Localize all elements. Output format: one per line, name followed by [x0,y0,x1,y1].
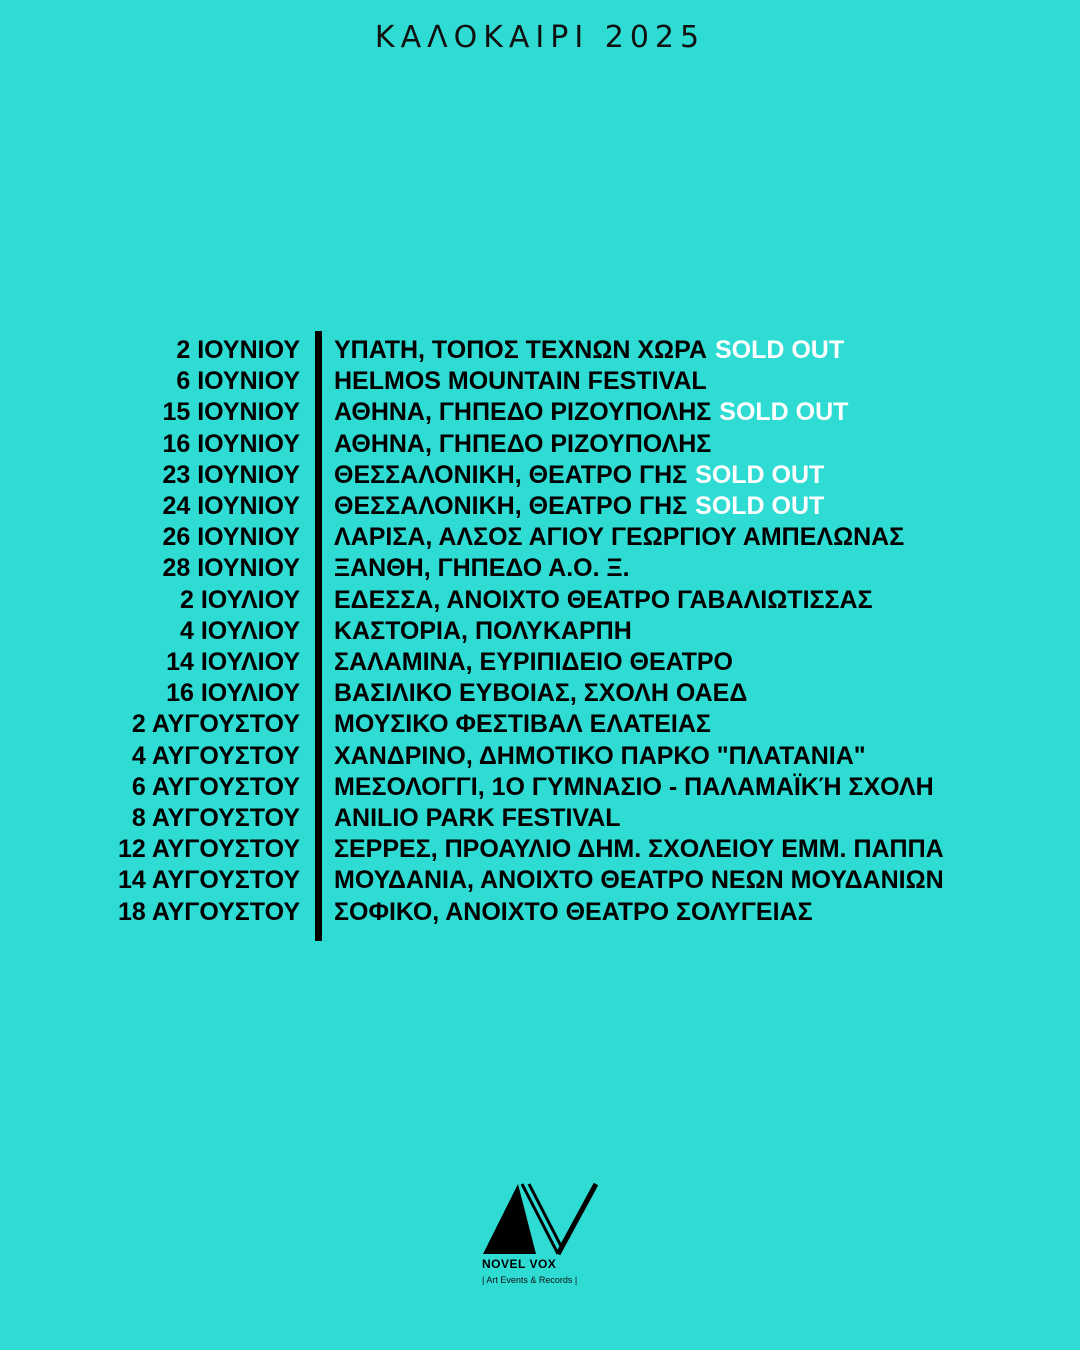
event-venue [334,741,866,772]
event-date: 26 ΙΟΥΝΙΟΥ [162,523,300,552]
sold-out-badge: SOLD OUT [695,492,825,520]
event-venue [334,616,632,647]
event-venue [334,709,711,740]
event-date: 16 ΙΟΥΝΙΟΥ [162,429,300,458]
event-venue-name: ΞΑΝΘΗ, ΓΗΠΕΔΟ Α.Ο. Ξ. [334,554,630,583]
event-venue-name: ΑΘΗΝΑ, ΓΗΠΕΔΟ ΡΙΖΟΥΠΟΛΗΣ [334,398,712,427]
event-date: 2 ΑΥΓΟΥΣΤΟΥ [131,710,300,739]
event-venue [334,491,824,522]
event-date: 24 ΙΟΥΝΙΟΥ [162,492,300,520]
event-venue [334,803,621,834]
event-row [0,803,1080,834]
event-row [0,522,1080,553]
event-venue-name: ΣΟΦΙΚΟ, ΑΝΟΙΧΤΟ ΘΕΑΤΡΟ ΣΟΛΥΓΕΙΑΣ [334,897,813,926]
event-date: 6 ΙΟΥΝΙΟΥ [176,367,300,396]
event-row [0,616,1080,647]
event-date: 14 ΑΥΓΟΥΣΤΟΥ [118,866,300,895]
event-venue-name: ΜΟΥΔΑΝΙΑ, ΑΝΟΙΧΤΟ ΘΕΑΤΡΟ ΝΕΩΝ ΜΟΥΔΑΝΙΩΝ [334,866,944,895]
event-venue [334,366,707,397]
event-row [0,865,1080,896]
brand-name: NOVEL VOX [482,1257,557,1271]
event-row [0,897,1080,928]
event-venue [334,397,848,428]
event-venue-name: ΒΑΣΙΛΙΚΟ ΕΥΒΟΙΑΣ, ΣΧΟΛΗ ΟΑΕΔ [334,679,748,708]
event-date: 15 ΙΟΥΝΙΟΥ [162,398,300,427]
event-date: 16 ΙΟΥΛΙΟΥ [166,679,300,708]
event-date: 14 ΙΟΥΛΙΟΥ [166,648,300,676]
event-row [0,553,1080,584]
brand-tagline: | Art Events & Records | [482,1275,578,1285]
event-venue-name: ΧΑΝΔΡΙΝΟ, ΔΗΜΟΤΙΚΟ ΠΑΡΚΟ "ΠΛΑΤΑΝΙΑ" [334,741,866,770]
event-venue [334,865,944,896]
page-title: ΚΑΛΟΚΑΙΡΙ 2025 [374,20,706,55]
event-venue-name: ΣΕΡΡΕΣ, ΠΡΟΑΥΛΙΟ ΔΗΜ. ΣΧΟΛΕΙΟΥ ΕΜΜ. ΠΑΠΠΑ [334,835,944,864]
event-venue [334,897,813,928]
event-date: 4 ΑΥΓΟΥΣΤΟΥ [131,741,300,770]
event-date: 4 ΙΟΥΛΙΟΥ [180,616,300,645]
event-row [0,491,1080,522]
event-date: 8 ΑΥΓΟΥΣΤΟΥ [131,804,300,832]
event-venue-name: ΚΑΣΤΟΡΙΑ, ΠΟΛΥΚΑΡΠΗ [334,616,632,645]
event-row [0,678,1080,709]
event-row [0,741,1080,772]
event-venue-name: ΕΔΕΣΣΑ, ΑΝΟΙΧΤΟ ΘΕΑΤΡΟ ΓΑΒΑΛΙΩΤΙΣΣΑΣ [334,585,873,614]
sold-out-badge: SOLD OUT [719,398,849,427]
event-venue [334,585,873,616]
event-row [0,585,1080,616]
event-venue [334,460,824,491]
event-row [0,709,1080,740]
event-date: 23 ΙΟΥΝΙΟΥ [162,460,300,489]
event-date: 6 ΑΥΓΟΥΣΤΟΥ [131,772,300,801]
event-row [0,335,1080,366]
event-venue [334,678,747,709]
event-venue-name: ΛΑΡΙΣΑ, ΑΛΣΟΣ ΑΓΙΟΥ ΓΕΩΡΓΙΟΥ ΑΜΠΕΛΩΝΑΣ [334,523,905,552]
event-date: 28 ΙΟΥΝΙΟΥ [162,554,300,583]
event-venue [334,335,844,366]
event-venue-name: ΥΠΑΤΗ, ΤΟΠΟΣ ΤΕΧΝΩΝ ΧΩΡΑ [334,336,707,364]
event-row [0,429,1080,460]
event-venue [334,522,904,553]
event-venue-name: ΜΕΣΟΛΟΓΓΙ, 1Ο ΓΥΜΝΑΣΙΟ - ΠΑΛΑΜΑΪΚΉ ΣΧΟΛΗ [334,772,934,801]
event-venue [334,429,711,460]
event-venue-name: ΜΟΥΣΙΚΟ ΦΕΣΤΙΒΑΛ ΕΛΑΤΕΙΑΣ [334,710,711,739]
event-venue [334,834,944,865]
event-date: 18 ΑΥΓΟΥΣΤΟΥ [118,897,300,926]
event-row [0,647,1080,678]
event-venue-name: ΘΕΣΣΑΛΟΝΙΚΗ, ΘΕΑΤΡΟ ΓΗΣ [334,460,688,489]
sold-out-badge: SOLD OUT [714,336,845,364]
event-venue [334,647,733,678]
event-date: 2 ΙΟΥΝΙΟΥ [176,336,300,364]
event-venue [334,772,934,803]
event-venue-name: ΣΑΛΑΜΙΝΑ, ΕΥΡΙΠΙΔΕΙΟ ΘΕΑΤΡΟ [334,648,733,676]
event-venue-name: HELMOS MOUNTAIN FESTIVAL [334,367,707,396]
event-date: 2 ΙΟΥΛΙΟΥ [180,585,300,614]
event-row [0,397,1080,428]
event-row [0,834,1080,865]
event-venue [334,553,630,584]
event-date: 12 ΑΥΓΟΥΣΤΟΥ [118,835,300,864]
event-row [0,460,1080,491]
sold-out-badge: SOLD OUT [695,460,825,489]
event-row [0,366,1080,397]
event-row [0,772,1080,803]
event-venue-name: ΑΘΗΝΑ, ΓΗΠΕΔΟ ΡΙΖΟΥΠΟΛΗΣ [334,429,712,458]
event-venue-name: ANILIO PARK FESTIVAL [334,804,621,832]
event-venue-name: ΘΕΣΣΑΛΟΝΙΚΗ, ΘΕΑΤΡΟ ΓΗΣ [334,492,688,520]
